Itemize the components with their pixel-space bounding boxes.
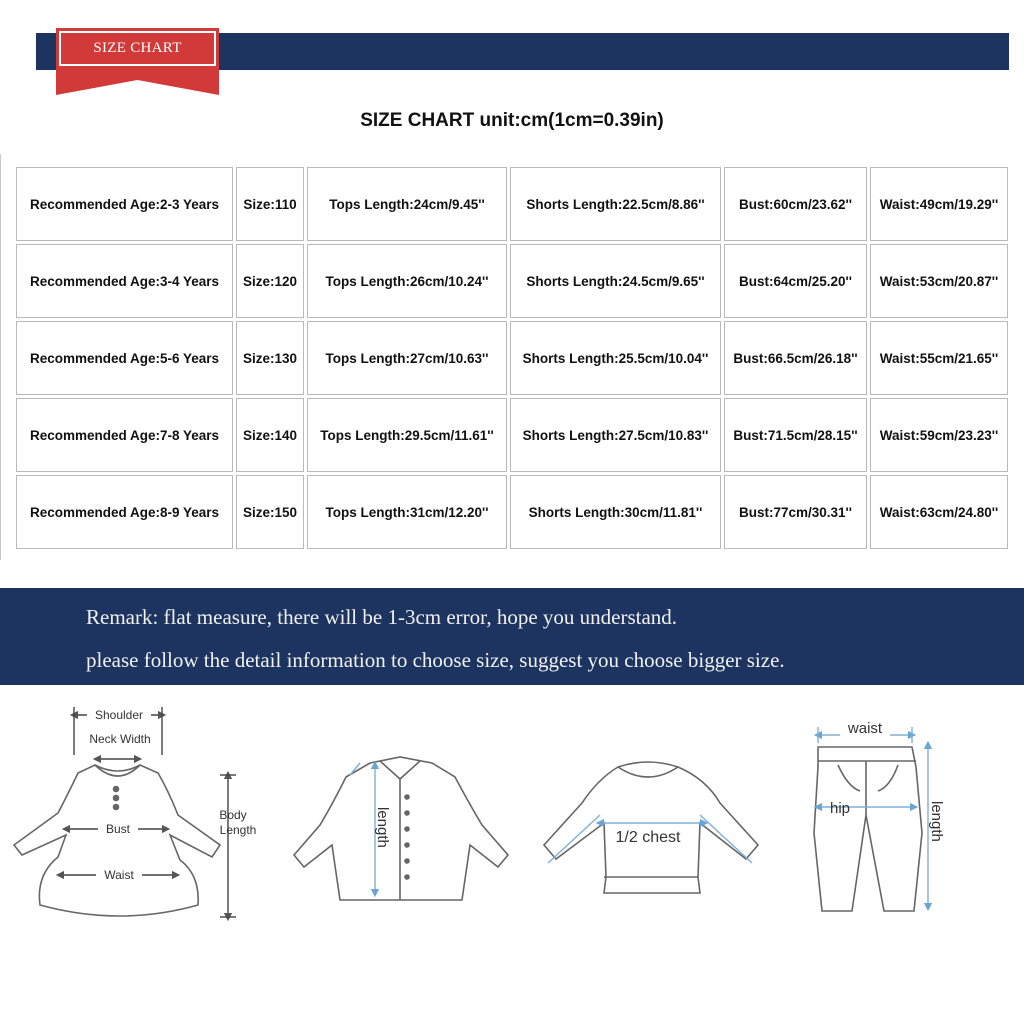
dress-waist-label: Waist xyxy=(104,868,134,882)
chart-title: SIZE CHART unit:cm(1cm=0.39in) xyxy=(360,110,664,131)
dress-body-label: Body xyxy=(219,808,247,822)
table-cell: Bust:71.5cm/28.15'' xyxy=(724,398,867,472)
pants-length-label: length xyxy=(928,801,945,842)
ribbon-shape xyxy=(56,28,219,95)
shirt-diagram xyxy=(294,757,508,900)
pants-diagram xyxy=(814,747,922,911)
table-cell: Recommended Age:5-6 Years xyxy=(16,321,233,395)
dress-bust-label: Bust xyxy=(105,822,131,836)
table-cell: Bust:60cm/23.62'' xyxy=(724,167,867,241)
table-cell: Waist:55cm/21.65'' xyxy=(870,321,1008,395)
table-cell: Size:130 xyxy=(236,321,304,395)
sweater-diagram xyxy=(544,762,758,893)
table-cell: Tops Length:27cm/10.63'' xyxy=(307,321,507,395)
table-cell: Shorts Length:25.5cm/10.04'' xyxy=(510,321,721,395)
table-cell: Tops Length:31cm/12.20'' xyxy=(307,475,507,549)
dress-neck-width-label: Neck Width xyxy=(89,732,151,746)
table-cell: Bust:77cm/30.31'' xyxy=(724,475,867,549)
table-cell: Tops Length:29.5cm/11.61'' xyxy=(307,398,507,472)
shirt-measure xyxy=(350,763,375,893)
dress-shoulder-label: Shoulder xyxy=(94,708,144,722)
table-cell: Shorts Length:22.5cm/8.86'' xyxy=(510,167,721,241)
pants-measure xyxy=(818,727,928,907)
table-cell: Bust:66.5cm/26.18'' xyxy=(724,321,867,395)
table-row xyxy=(16,321,1008,395)
table-cell: Recommended Age:7-8 Years xyxy=(16,398,233,472)
size-table xyxy=(13,164,1011,552)
table-cell: Shorts Length:30cm/11.81'' xyxy=(510,475,721,549)
pants-waist-label: waist xyxy=(847,720,883,737)
size-chart-ribbon xyxy=(56,28,219,95)
table-cell: Waist:53cm/20.87'' xyxy=(870,244,1008,318)
table-row xyxy=(16,398,1008,472)
sweater-chest-label: 1/2 chest xyxy=(615,829,681,846)
dress-length-label: Length xyxy=(219,823,257,837)
diagram-svg xyxy=(0,695,1024,1015)
table-cell: Bust:64cm/25.20'' xyxy=(724,244,867,318)
remark-line-1: Remark: flat measure, there will be 1-3cm error, hope you understand. xyxy=(86,605,678,629)
table-row xyxy=(16,244,1008,318)
table-cell: Size:120 xyxy=(236,244,304,318)
remark-line-2: please follow the detail information to choose size, suggest you choose bigger size. xyxy=(86,648,785,672)
table-cell: Waist:59cm/23.23'' xyxy=(870,398,1008,472)
ribbon-label: SIZE CHART xyxy=(93,40,182,56)
table-cell: Recommended Age:8-9 Years xyxy=(16,475,233,549)
dress-diagram xyxy=(14,765,220,916)
table-row xyxy=(16,167,1008,241)
table-cell: Tops Length:26cm/10.24'' xyxy=(307,244,507,318)
table-cell: Size:140 xyxy=(236,398,304,472)
remark-band xyxy=(0,588,1024,685)
table-cell: Recommended Age:2-3 Years xyxy=(16,167,233,241)
table-cell: Size:150 xyxy=(236,475,304,549)
table-cell: Size:110 xyxy=(236,167,304,241)
pants-hip-label: hip xyxy=(829,800,851,817)
divider xyxy=(0,154,1,560)
table-cell: Shorts Length:27.5cm/10.83'' xyxy=(510,398,721,472)
table-cell: Waist:63cm/24.80'' xyxy=(870,475,1008,549)
measurement-diagrams xyxy=(0,695,1024,1020)
table-cell: Recommended Age:3-4 Years xyxy=(16,244,233,318)
table-cell: Shorts Length:24.5cm/9.65'' xyxy=(510,244,721,318)
table-cell: Waist:49cm/19.29'' xyxy=(870,167,1008,241)
table-cell: Tops Length:24cm/9.45'' xyxy=(307,167,507,241)
table-row xyxy=(16,475,1008,549)
shirt-length-label: length xyxy=(374,807,391,848)
